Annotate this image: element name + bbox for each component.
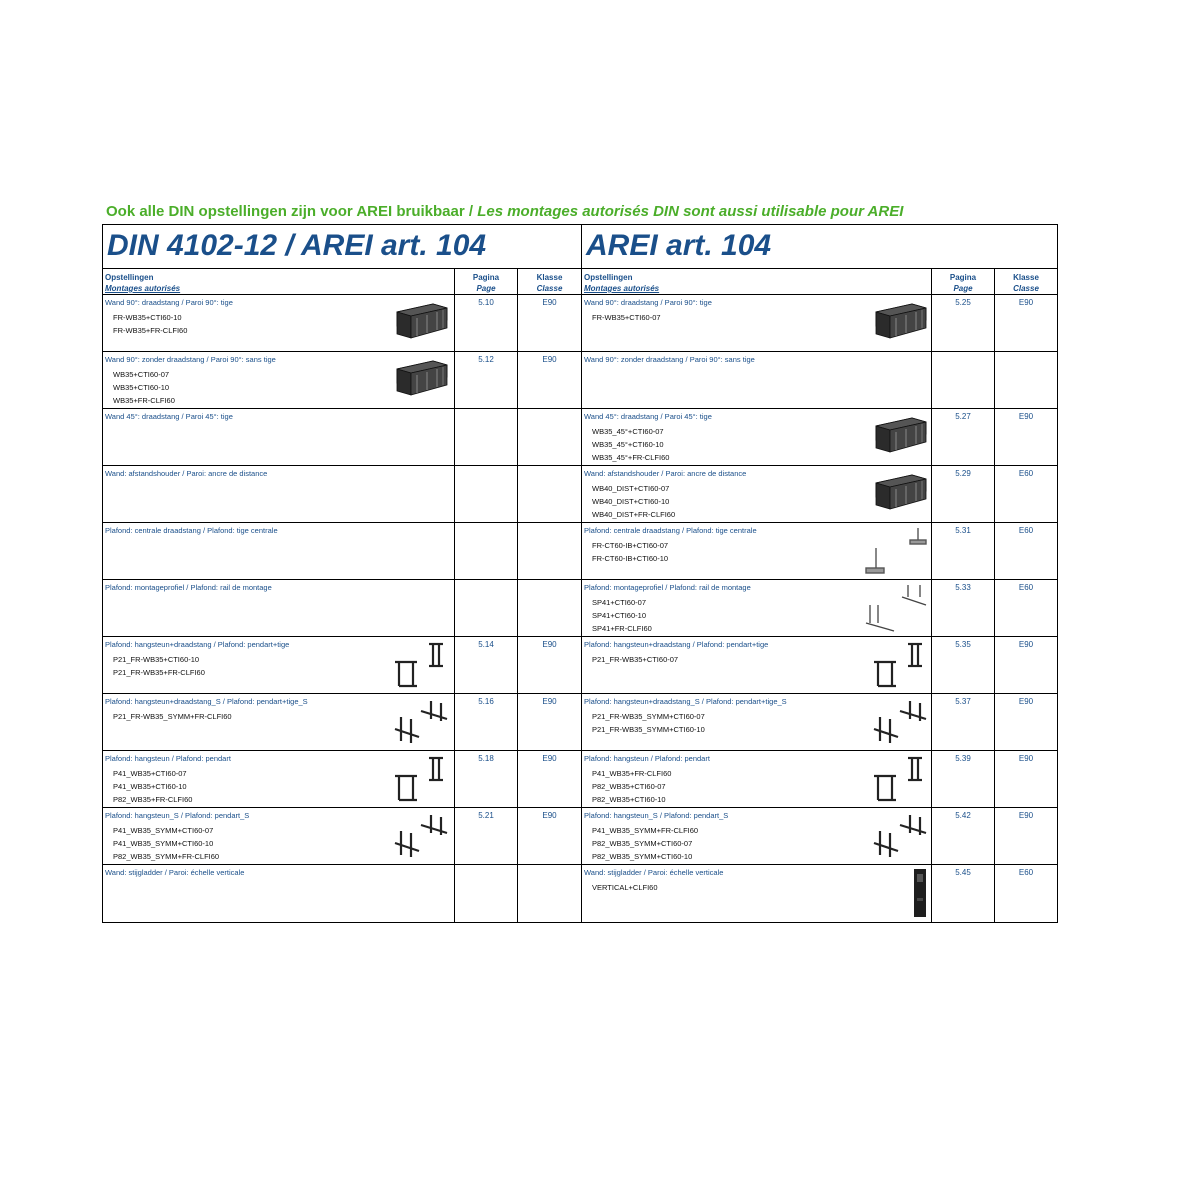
mounting-type-label: Wand 90°: zonder draadstang / Paroi 90°: sans tige — [584, 355, 755, 364]
compatibility-table — [102, 224, 1058, 923]
pendant-sym-icon — [393, 811, 449, 864]
table-row — [103, 751, 581, 808]
pendant-sym-icon — [872, 697, 928, 750]
mounting-type-label: Wand 45°: draadstang / Paroi 45°: tige — [584, 412, 712, 421]
page-number: 5.35 — [955, 640, 971, 649]
mounting-type-label: Plafond: hangsteun+draadstang_S / Plafond: pendart+tige_S — [584, 697, 787, 706]
mounting-type-label: Plafond: hangsteun / Plafond: pendart — [584, 754, 710, 763]
fire-class: E90 — [542, 640, 557, 649]
mounting-type-label: Plafond: hangsteun+draadstang / Plafond: pendart+tige — [105, 640, 290, 649]
mounting-type-label: Wand: afstandshouder / Paroi: ancre de distance — [584, 469, 747, 478]
fire-class: E90 — [1018, 298, 1034, 307]
wall-bracket-icon — [393, 355, 449, 406]
table-row — [103, 808, 581, 865]
fire-class: E60 — [1018, 583, 1034, 592]
page-number: 5.16 — [478, 697, 494, 706]
page-number: 5.27 — [955, 412, 971, 421]
product-codes: P21_FR-WB35+CTI60-07 — [592, 655, 679, 664]
page-number: 5.45 — [955, 868, 971, 877]
arei-section — [582, 225, 1057, 922]
mounting-type-label: Wand 90°: zonder draadstang / Paroi 90°: sans tige — [105, 355, 276, 364]
fire-class: E60 — [1018, 868, 1034, 877]
product-codes: WB35_45°+CTI60-07 WB35_45°+CTI60-10 WB35_45°+FR-CLFI60 — [592, 427, 670, 462]
wall-bracket-icon — [872, 298, 928, 349]
fire-class: E60 — [1018, 526, 1034, 535]
header-klasse: Klasse — [1013, 273, 1039, 282]
fire-class: E90 — [1018, 640, 1034, 649]
fire-class: E90 — [542, 298, 557, 307]
banner-nl: Ook alle DIN opstellingen zijn voor AREI bruikbaar / — [106, 203, 474, 220]
mounting-type-label: Plafond: montageprofiel / Plafond: rail de montage — [584, 583, 751, 592]
table-row — [582, 580, 1057, 637]
product-codes: P41_WB35+FR-CLFI60 P82_WB35+CTI60-07 P82_WB35+CTI60-10 — [592, 769, 672, 804]
header-classe: Classe — [536, 284, 563, 293]
fire-class: E90 — [542, 811, 557, 820]
pendant-sym-icon — [872, 811, 928, 864]
pendant-icon — [872, 640, 928, 693]
mounting-type-label: Wand 90°: draadstang / Paroi 90°: tige — [584, 298, 712, 307]
fire-class: E90 — [542, 754, 557, 763]
banner-fr: Les montages autorisés DIN sont aussi utilisable pour AREI — [477, 203, 904, 220]
wall-bracket-icon — [393, 298, 449, 349]
product-codes: P21_FR-WB35_SYMM+FR-CLFI60 — [113, 712, 232, 721]
din-header — [103, 269, 581, 295]
din-rows — [103, 295, 581, 921]
page-number: 5.21 — [478, 811, 494, 820]
rod-icon — [864, 526, 928, 581]
ladder-icon — [912, 868, 928, 923]
page-number: 5.14 — [478, 640, 494, 649]
mounting-type-label: Wand 45°: draadstang / Paroi 45°: tige — [105, 412, 233, 421]
table-row — [582, 523, 1057, 580]
product-codes: P41_WB35+CTI60-07 P41_WB35+CTI60-10 P82_WB35+FR-CLFI60 — [113, 769, 193, 804]
page-number: 5.31 — [955, 526, 971, 535]
mounting-type-label: Wand: stijgladder / Paroi: échelle verticale — [105, 868, 245, 877]
table-row — [103, 409, 581, 466]
table-row — [103, 466, 581, 523]
mounting-type-label: Plafond: hangsteun+draadstang / Plafond: pendart+tige — [584, 640, 769, 649]
table-row — [582, 751, 1057, 808]
mounting-type-label: Plafond: montageprofiel / Plafond: rail de montage — [105, 583, 272, 592]
table-row — [103, 352, 581, 409]
banner-note — [106, 203, 903, 220]
fire-class: E60 — [1018, 469, 1034, 478]
table-row — [582, 694, 1057, 751]
product-codes: WB35+CTI60-07 WB35+CTI60-10 WB35+FR-CLFI60 — [113, 370, 175, 405]
table-row — [103, 523, 581, 580]
table-row — [582, 295, 1057, 352]
product-codes: WB40_DIST+CTI60-07 WB40_DIST+CTI60-10 WB40_DIST+FR-CLFI60 — [592, 484, 676, 519]
rail-icon — [864, 583, 928, 638]
table-row — [103, 580, 581, 637]
page-number: 5.42 — [955, 811, 971, 820]
table-row — [103, 694, 581, 751]
wall-bracket-icon — [872, 412, 928, 463]
header-klasse: Klasse — [536, 273, 563, 282]
mounting-type-label: Wand 90°: draadstang / Paroi 90°: tige — [105, 298, 233, 307]
header-montages: Montages autorisés — [105, 284, 181, 293]
fire-class: E90 — [542, 697, 557, 706]
product-codes: FR-CT60-IB+CTI60-07 FR-CT60-IB+CTI60-10 — [592, 541, 669, 563]
product-codes: P21_FR-WB35+CTI60-10 P21_FR-WB35+FR-CLFI60 — [113, 655, 205, 677]
table-row — [103, 637, 581, 694]
pendant-sym-icon — [393, 697, 449, 750]
product-codes: SP41+CTI60-07 SP41+CTI60-10 SP41+FR-CLFI60 — [592, 598, 652, 633]
product-codes: P41_WB35_SYMM+FR-CLFI60 P82_WB35_SYMM+CTI60-07 P82_WB35_SYMM+CTI60-10 — [592, 826, 699, 861]
page-number: 5.37 — [955, 697, 971, 706]
table-row — [103, 865, 581, 921]
page-number: 5.12 — [478, 355, 494, 364]
arei-title: AREI art. 104 — [582, 225, 1057, 269]
mounting-type-label: Plafond: hangsteun+draadstang_S / Plafond: pendart+tige_S — [105, 697, 308, 706]
page-number: 5.18 — [478, 754, 494, 763]
table-row — [582, 637, 1057, 694]
wall-bracket-icon — [872, 469, 928, 520]
mounting-type-label: Wand: afstandshouder / Paroi: ancre de distance — [105, 469, 268, 478]
mounting-type-label: Plafond: hangsteun_S / Plafond: pendart_S — [105, 811, 250, 820]
fire-class: E90 — [1018, 412, 1034, 421]
table-row — [582, 865, 1057, 921]
page-number: 5.33 — [955, 583, 971, 592]
pendant-icon — [872, 754, 928, 807]
page-number: 5.29 — [955, 469, 971, 478]
product-codes: FR-WB35+CTI60-10 FR-WB35+FR-CLFI60 — [113, 313, 188, 335]
header-pagina: Pagina — [472, 273, 500, 282]
din-title: DIN 4102-12 / AREI art. 104 — [103, 225, 581, 269]
header-page: Page — [476, 284, 496, 293]
header-opstellingen: Opstellingen — [105, 273, 154, 282]
table-row — [582, 466, 1057, 523]
mounting-type-label: Wand: stijgladder / Paroi: échelle verticale — [584, 868, 724, 877]
product-codes: FR-WB35+CTI60-07 — [592, 313, 661, 322]
header-montages: Montages autorisés — [584, 284, 660, 293]
header-classe: Classe — [1013, 284, 1039, 293]
pendant-icon — [393, 640, 449, 693]
header-page: Page — [953, 284, 973, 293]
header-opstellingen: Opstellingen — [584, 273, 633, 282]
product-codes: VERTICAL+CLFI60 — [592, 883, 658, 892]
mounting-type-label: Plafond: centrale draadstang / Plafond: tige centrale — [105, 526, 278, 535]
arei-rows — [582, 295, 1057, 921]
table-row — [582, 808, 1057, 865]
mounting-type-label: Plafond: hangsteun_S / Plafond: pendart_S — [584, 811, 729, 820]
fire-class: E90 — [542, 355, 557, 364]
arei-header — [582, 269, 1057, 295]
product-codes: P21_FR-WB35_SYMM+CTI60-07 P21_FR-WB35_SYMM+CTI60-10 — [592, 712, 705, 734]
page-number: 5.10 — [478, 298, 494, 307]
fire-class: E90 — [1018, 754, 1034, 763]
mounting-type-label: Plafond: centrale draadstang / Plafond: tige centrale — [584, 526, 757, 535]
table-row — [582, 409, 1057, 466]
fire-class: E90 — [1018, 811, 1034, 820]
header-pagina: Pagina — [949, 273, 977, 282]
pendant-icon — [393, 754, 449, 807]
product-codes: P41_WB35_SYMM+CTI60-07 P41_WB35_SYMM+CTI60-10 P82_WB35_SYMM+FR-CLFI60 — [113, 826, 220, 861]
page-number: 5.39 — [955, 754, 971, 763]
mounting-type-label: Plafond: hangsteun / Plafond: pendart — [105, 754, 231, 763]
fire-class: E90 — [1018, 697, 1034, 706]
din-section — [103, 225, 582, 922]
page-number: 5.25 — [955, 298, 971, 307]
table-row — [582, 352, 1057, 409]
table-row — [103, 295, 581, 352]
